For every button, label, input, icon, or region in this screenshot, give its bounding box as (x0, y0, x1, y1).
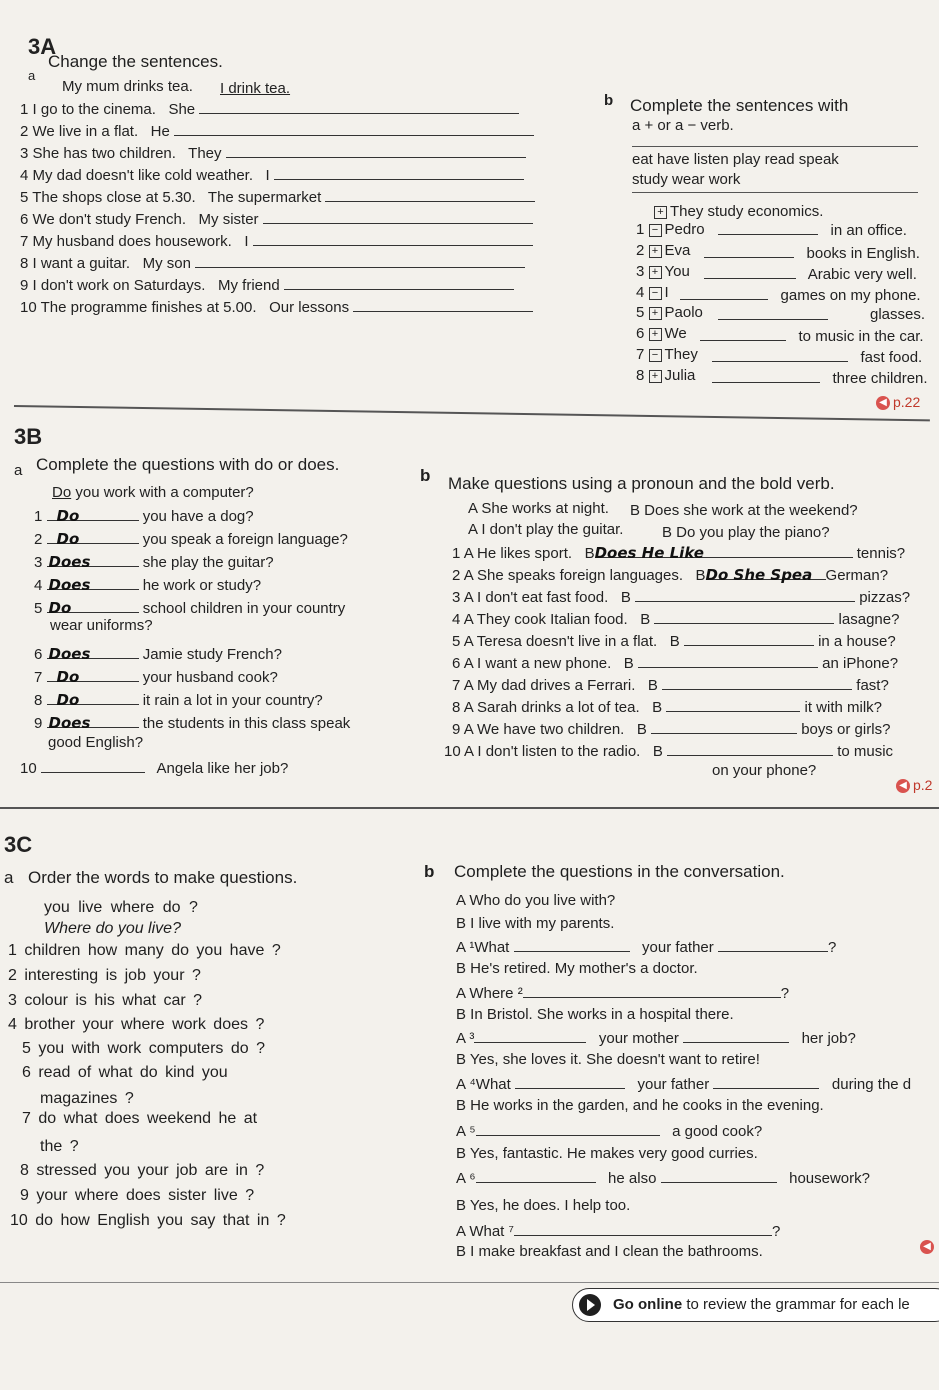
list-item: 6 + We (636, 325, 687, 342)
answer-blank[interactable] (713, 1075, 819, 1089)
part-a-label: a (14, 462, 23, 479)
arrow-left-icon: ◀ (896, 779, 910, 793)
list-item-continuation: magazines ? (40, 1090, 134, 1107)
answer-blank-row: fast food. (712, 348, 922, 366)
go-online-banner[interactable]: Go online to review the grammar for each le (572, 1288, 939, 1322)
list-item: 10 Angela like her job? (20, 760, 289, 777)
list-item: 4 A They cook Italian food. B lasagne? (452, 611, 900, 628)
conversation-line: B I live with my parents. (456, 915, 615, 932)
list-item: 5 The shops close at 5.30. The supermarket (20, 188, 535, 206)
conversation-line: A ¹What your father ? (456, 939, 837, 956)
list-item: 1 − Pedro (636, 221, 705, 238)
list-item: 9 I don't work on Saturdays. My friend (20, 276, 514, 294)
conversation-line: A ⁵ a good cook? (456, 1123, 763, 1140)
list-item: 8 stressed you your job are in ? (20, 1162, 265, 1179)
list-item: 6 We don't study French. My sister (20, 210, 533, 228)
answer-blank-row: in an office. (718, 221, 907, 239)
list-item: 8 A Sarah drinks a lot of tea. B it with milk? (452, 699, 882, 716)
list-item: 3 colour is his what car ? (8, 992, 203, 1009)
answer-blank[interactable]: Do (47, 668, 139, 682)
plus-sign-icon: + (649, 245, 662, 258)
part-b-title: Complete the questions in the conversation. (454, 862, 785, 881)
part-b-title: Complete the sentences with (630, 96, 849, 115)
answer-blank-row (718, 306, 828, 324)
conversation-line: A ³ your mother her job? (456, 1030, 856, 1047)
list-item: 2 A She speaks foreign languages. BDo She Spea German? (452, 566, 889, 584)
answer-blank[interactable] (718, 938, 828, 952)
verb-list-line-1: eat have listen play read speak (632, 151, 839, 168)
part-a-label: a (28, 68, 36, 83)
plus-sign-icon: + (649, 328, 662, 341)
list-item: 9 A We have two children. B boys or girls? (452, 721, 891, 738)
answer-blank[interactable]: Do (47, 691, 139, 705)
answer-blank[interactable] (514, 938, 630, 952)
answer-blank[interactable] (718, 221, 818, 235)
answer-blank[interactable] (654, 610, 834, 624)
list-item: 8 I want a guitar. My son (20, 254, 525, 272)
section-3b-code: 3B (14, 424, 43, 449)
answer-blank[interactable] (514, 1222, 772, 1236)
example-answer: Where do you live? (44, 920, 181, 937)
list-item: 1 I go to the cinema. She (20, 100, 519, 118)
b-example2-a: A I don't play the guitar. (468, 521, 624, 538)
conversation-line: A ⁶ he also housework? (456, 1170, 870, 1187)
answer-blank[interactable] (712, 348, 848, 362)
part-b-label: b (420, 466, 431, 485)
plus-sign-icon: + (649, 370, 662, 383)
list-item: 3 + You (636, 263, 690, 280)
list-item-continuation: good English? (48, 734, 144, 751)
answer-blank[interactable] (274, 166, 524, 180)
list-item: 2 + Eva (636, 242, 691, 259)
divider (632, 146, 918, 147)
divider (632, 192, 918, 193)
verb-list-line-2: study wear work (632, 171, 741, 188)
list-item-continuation: on your phone? (712, 762, 817, 779)
b-example-b: B Does she work at the weekend? (630, 502, 858, 519)
part-b-label: b (604, 92, 614, 109)
answer-blank[interactable] (284, 276, 514, 290)
answer-blank[interactable] (667, 742, 833, 756)
answer-blank[interactable] (638, 654, 818, 668)
answer-blank[interactable] (476, 1122, 660, 1136)
answer-blank[interactable] (684, 632, 814, 646)
page-reference-3a[interactable]: ◀ p.22 (876, 394, 920, 410)
list-item: 5 you with work computers do ? (22, 1040, 265, 1057)
minus-sign-icon: − (649, 287, 662, 300)
answer-blank[interactable] (718, 306, 828, 320)
conversation-line: B He works in the garden, and he cooks in the evening. (456, 1097, 824, 1114)
list-item: 8 + Julia (636, 367, 696, 384)
list-item-ending: glasses. (870, 306, 926, 323)
part-b-subtitle: a + or a − verb. (632, 117, 734, 134)
answer-blank[interactable] (476, 1169, 596, 1183)
conversation-line: B In Bristol. She works in a hospital there. (456, 1006, 734, 1023)
list-item-continuation: the ? (40, 1138, 79, 1155)
answer-blank-row: to music in the car. (700, 327, 924, 345)
answer-blank[interactable] (704, 244, 794, 258)
plus-sign-icon: + (649, 307, 662, 320)
conversation-line: A Who do you live with? (456, 892, 616, 909)
answer-blank[interactable]: Does (47, 714, 139, 728)
answer-blank-row: Arabic very well. (704, 265, 917, 283)
section-divider (14, 405, 930, 421)
answer-blank[interactable] (523, 984, 781, 998)
b-example-a: A She works at night. (468, 500, 609, 517)
section-3c-code: 3C (4, 832, 33, 857)
page-reference-3b[interactable]: ◀ p.2 (896, 777, 932, 793)
list-item: 3 She has two children. They (20, 144, 526, 162)
list-item: 2 interesting is job your ? (8, 967, 201, 984)
answer-blank[interactable] (195, 254, 525, 268)
answer-blank[interactable]: Does He Like (595, 544, 853, 558)
plus-sign-icon: + (654, 206, 667, 219)
answer-blank[interactable] (174, 122, 534, 136)
answer-blank[interactable]: Does (47, 553, 139, 567)
answer-blank[interactable] (474, 1029, 586, 1043)
conversation-line: B Yes, he does. I help too. (456, 1197, 631, 1214)
answer-blank[interactable] (662, 676, 852, 690)
answer-blank[interactable] (353, 298, 533, 312)
part-a-title: Order the words to make questions. (28, 868, 298, 887)
list-item: 5 Do school children in your country (34, 599, 346, 617)
section-divider (0, 807, 939, 809)
answer-blank[interactable] (712, 369, 820, 383)
answer-blank[interactable] (515, 1075, 625, 1089)
example-sentence: My mum drinks tea. (62, 78, 193, 95)
answer-blank[interactable] (635, 588, 855, 602)
answer-blank[interactable] (683, 1029, 789, 1043)
list-item: 7 My husband does housework. I (20, 232, 533, 250)
answer-blank[interactable]: Does (47, 576, 139, 590)
list-item: 8 Do it rain a lot in your country? (34, 691, 323, 709)
b-example: + They study economics. (654, 203, 823, 220)
conversation-line: A Where ² ? (456, 985, 790, 1002)
part-a-title: Change the sentences. (48, 52, 223, 71)
example-row: Do you work with a computer? (52, 484, 254, 501)
answer-blank[interactable] (41, 759, 145, 773)
answer-blank[interactable] (253, 232, 533, 246)
page-reference-3c[interactable] (920, 1238, 937, 1254)
answer-blank[interactable] (666, 698, 800, 712)
answer-blank[interactable]: Do (47, 599, 139, 613)
answer-blank[interactable] (263, 210, 533, 224)
list-item: 4 Does he work or study? (34, 576, 262, 594)
list-item: 1 children how many do you have ? (8, 942, 281, 959)
list-item: 4 − I (636, 284, 669, 301)
list-item: 7 do what does weekend he at (22, 1110, 258, 1127)
answer-blank[interactable] (651, 720, 797, 734)
conversation-line: A ⁴What your father during the d (456, 1076, 912, 1093)
list-item: 6 read of what do kind you (22, 1064, 228, 1081)
list-item: 9 Does the students in this class speak (34, 714, 351, 732)
conversation-line: A What ⁷ ? (456, 1223, 781, 1240)
section-divider (0, 1282, 939, 1283)
answer-blank[interactable] (325, 188, 535, 202)
part-b-label: b (424, 862, 435, 881)
list-item: 5 A Teresa doesn't live in a flat. B in a house? (452, 633, 896, 650)
list-item: 10 do how English you say that in ? (10, 1212, 286, 1229)
list-item: 4 brother your where work does ? (8, 1016, 265, 1033)
list-item: 7 A My dad drives a Ferrari. B fast? (452, 677, 889, 694)
list-item: 7 − They (636, 346, 698, 363)
answer-blank[interactable]: Do She Spea (706, 566, 826, 580)
list-item: 7 Do your husband cook? (34, 668, 278, 686)
arrow-left-icon: ◀ (876, 396, 890, 410)
answer-blank[interactable] (661, 1169, 777, 1183)
list-item: 10 The programme finishes at 5.00. Our lessons (20, 298, 533, 316)
example-answer: I drink tea. (220, 80, 291, 97)
conversation-line: B I make breakfast and I clean the bathrooms. (456, 1243, 763, 1260)
answer-blank[interactable]: Does (47, 645, 139, 659)
example-words: you live where do ? (44, 899, 198, 916)
minus-sign-icon: − (649, 349, 662, 362)
part-a-label: a (4, 868, 14, 887)
answer-blank-row: games on my phone. (680, 286, 921, 304)
answer-blank[interactable]: Do (47, 530, 139, 544)
section-3a-code: 3A (28, 34, 57, 59)
list-item: 2 We live in a flat. He (20, 122, 534, 140)
answer-blank[interactable] (704, 265, 796, 279)
part-a-title: Complete the questions with do or does. (36, 455, 340, 474)
answer-blank[interactable] (226, 144, 526, 158)
minus-sign-icon: − (649, 224, 662, 237)
conversation-line: B He's retired. My mother's a doctor. (456, 960, 698, 977)
conversation-line: B Yes, she loves it. She doesn't want to retire! (456, 1051, 760, 1068)
list-item: 1 A He likes sport. BDoes He Like tennis? (452, 544, 906, 562)
list-item: 4 My dad doesn't like cold weather. I (20, 166, 524, 184)
list-item: 9 your where does sister live ? (20, 1187, 255, 1204)
b-example2-b: B Do you play the piano? (662, 524, 830, 541)
plus-sign-icon: + (649, 266, 662, 279)
answer-blank-row: three children. (712, 369, 928, 387)
answer-blank[interactable] (199, 100, 519, 114)
list-item: 5 + Paolo (636, 304, 703, 321)
list-item: 2 Do you speak a foreign language? (34, 530, 348, 548)
list-item: 3 Does she play the guitar? (34, 553, 274, 571)
answer-blank-row: books in English. (704, 244, 920, 262)
list-item: 6 A I want a new phone. B an iPhone? (452, 655, 899, 672)
list-item: 1 Do you have a dog? (34, 507, 254, 525)
arrow-left-icon: ◀ (920, 1240, 934, 1254)
list-item-continuation: wear uniforms? (50, 617, 153, 634)
conversation-line: B Yes, fantastic. He makes very good curries. (456, 1145, 758, 1162)
part-b-title: Make questions using a pronoun and the bold verb. (448, 474, 835, 493)
list-item: 10 A I don't listen to the radio. B to music (444, 743, 894, 760)
answer-blank[interactable]: Do (47, 507, 139, 521)
answer-blank[interactable] (680, 286, 768, 300)
list-item: 6 Does Jamie study French? (34, 645, 282, 663)
answer-blank[interactable] (700, 327, 786, 341)
list-item: 3 A I don't eat fast food. B pizzas? (452, 589, 911, 606)
arrow-right-icon (579, 1294, 601, 1316)
